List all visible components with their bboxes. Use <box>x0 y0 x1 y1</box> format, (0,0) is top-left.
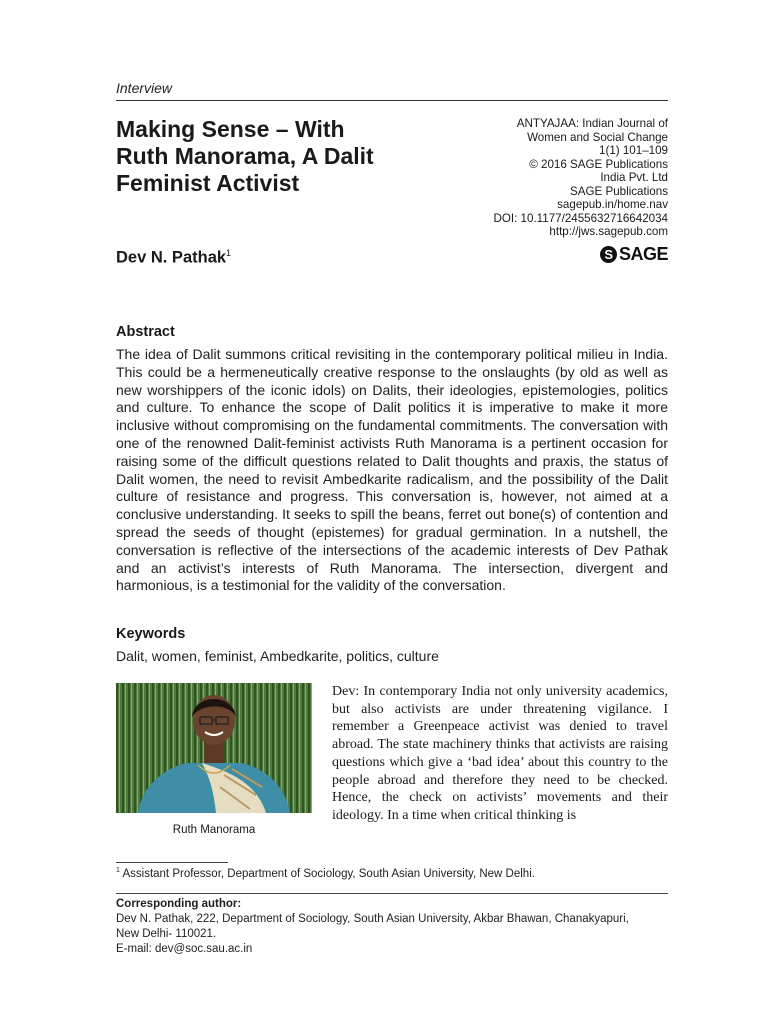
correspondence-heading: Corresponding author: <box>116 898 242 910</box>
correspondence-rule <box>116 893 668 894</box>
footnote-text: Assistant Professor, Department of Sociology, South Asian University, New Delhi. <box>122 867 535 880</box>
footnote <box>116 867 535 880</box>
sage-logo <box>600 244 668 265</box>
journal-publisher: SAGE Publications <box>570 184 668 198</box>
keywords-heading: Keywords <box>116 626 186 642</box>
article-title <box>116 116 446 197</box>
doi-link[interactable]: DOI: 10.1177/2455632716642034 <box>493 211 668 225</box>
journal-link[interactable]: http://jws.sagepub.com <box>549 225 668 238</box>
correspondence-email[interactable]: E-mail: dev@soc.sau.ac.in <box>116 943 253 955</box>
portrait-photo-art <box>116 683 312 813</box>
journal-name-cont: Women and Social Change <box>527 130 668 144</box>
title-line: Ruth Manorama, A Dalit <box>116 143 374 169</box>
title-line: Feminist Activist <box>116 170 300 196</box>
interview-body-text: Dev: In contemporary India not only university academics, but also activists are under threatening vigilance. I remember a Greenpeace activist was denied to travel abroad. The state machinery thinks that activists are raising questions which give a ‘bad idea’ about this country to the people abroad and therefore they need to be checked. Hence, the check on activists’ movements and their ideology. In a time when critical thinking is <box>332 684 668 823</box>
publisher-link[interactable]: sagepub.in/home.nav <box>557 198 668 211</box>
footnote-rule <box>116 862 228 863</box>
footnote-mark: 1 <box>116 867 120 874</box>
keywords-text: Dalit, women, feminist, Ambedkarite, politics, culture <box>116 648 439 664</box>
sage-mark-icon: S <box>600 246 617 263</box>
title-line: Making Sense – With <box>116 116 345 142</box>
journal-volume: 1(1) 101–109 <box>599 144 668 157</box>
header-rule <box>116 100 668 101</box>
abstract-heading: Abstract <box>116 324 175 340</box>
abstract-text: The idea of Dalit summons critical revisiting in the contemporary political milieu in India. This could be a hermeneutically creative response to the onslaughts (by old as well as new worshippers of the iconic idols) on Dalits, their ideologies, epistemologies, politics and culture. To enhance the scope of Dalit politics it is imperative to make it more inclusive without compromising on the fundamental commitments. The conversation with one of the renowned Dalit-feminist activists Ruth Manorama is a pertinent occasion for raising some of the difficult questions related to Dalit thoughts and praxis, the status of Dalit women, the need to revisit Ambedkarite radicalism, and the possibility of the Dalit culture of resistance and progress. This conversation is, however, not aimed at a conclusive understanding. It seeks to spill the beans, ferret out bone(s) of contention and spread the seeds of thought (epistemes) for gradual germination. In a nutshell, the conversation is reflective of the intersections of the academic interests of Dev Pathak and an activist’s interests of Ruth Manorama. The intersection, divergent and harmonious, is a testimonial for the validity of the conversation. <box>116 346 668 594</box>
journal-copyright: © 2016 SAGE Publications <box>529 157 668 171</box>
correspondence-address: Dev N. Pathak, 222, Department of Sociology, South Asian University, Akbar Bhawan, Chanakyapuri, <box>116 913 629 925</box>
journal-info <box>438 117 668 239</box>
journal-name: ANTYAJAA: Indian Journal of <box>516 117 668 130</box>
photo-caption: Ruth Manorama <box>172 824 256 836</box>
article-page <box>116 0 668 1024</box>
correspondence-block <box>116 897 668 957</box>
section-label: Interview <box>116 80 173 96</box>
correspondence-city: New Delhi- 110021. <box>116 928 217 940</box>
author-name-text: Dev N. Pathak <box>116 248 227 267</box>
sage-logo-text: SAGE <box>618 244 668 264</box>
portrait-photo <box>116 683 312 813</box>
journal-publisher-location: India Pvt. Ltd <box>600 171 668 184</box>
author-name <box>116 248 231 268</box>
author-footnote-mark: 1 <box>226 248 232 258</box>
